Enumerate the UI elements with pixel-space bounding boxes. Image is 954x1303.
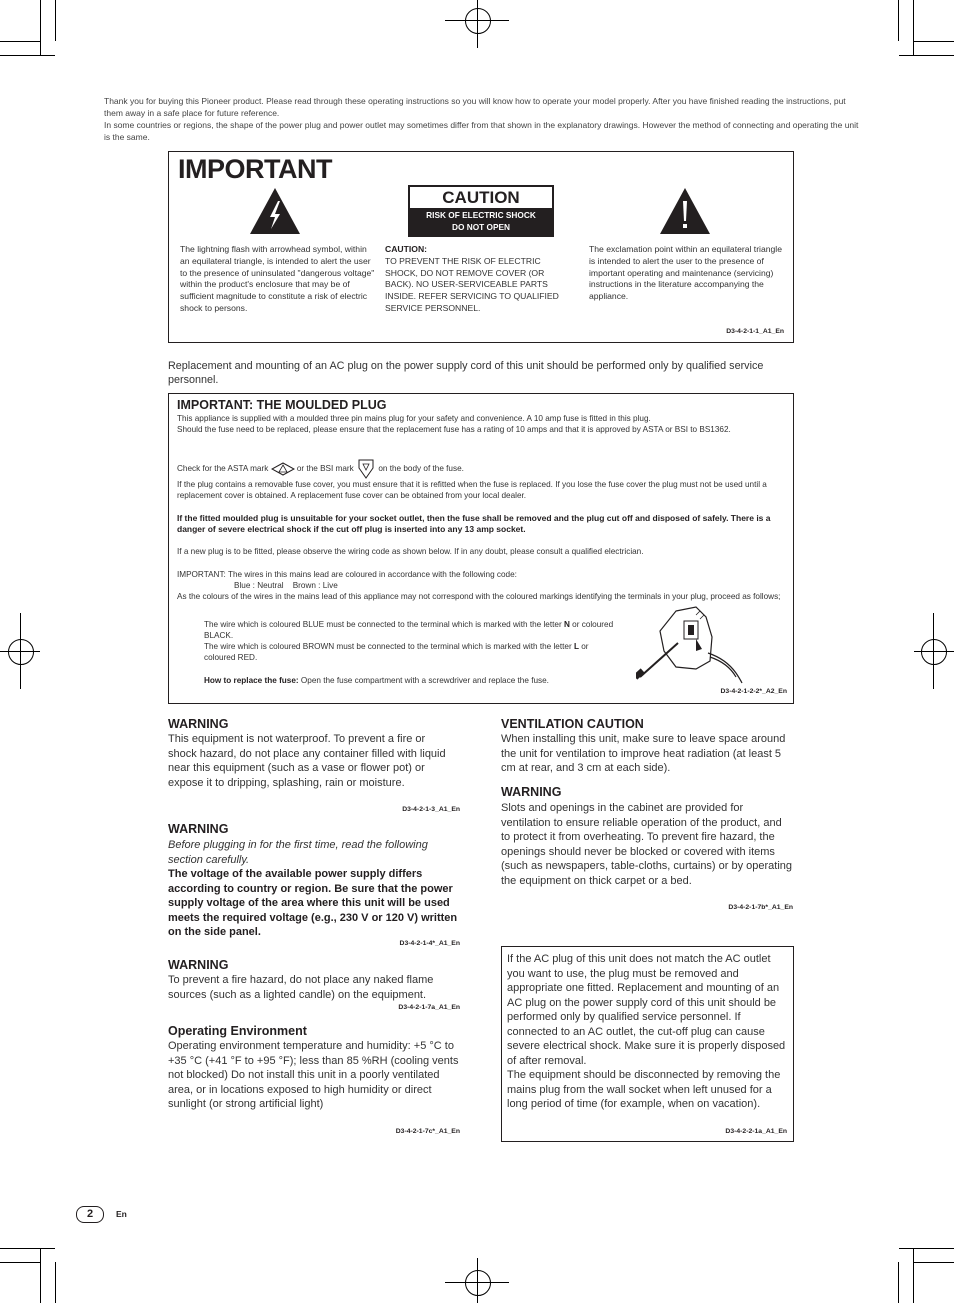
- replacement-notice: Replacement and mounting of an AC plug on the power supply cord of this unit should be performed only by qualified service personnel.: [168, 360, 764, 386]
- brown-wire-text-end: or coloured RED.: [204, 642, 589, 662]
- exclamation-description: The exclamation point within an equilateral triangle is intended to alert the user to the presence of important operating and maintenance (servicing) instructions in the literature accompanying the appliance.: [589, 244, 782, 302]
- environment-title: Operating Environment: [168, 1024, 307, 1038]
- intro-paragraph-1: Thank you for buying this Pioneer product. Please read through these operating instructions so you will know how to operate your model properly. After you have finished reading the instructions, put them away in a safe place for future reference.: [104, 96, 846, 118]
- fuse-replace-label: How to replace the fuse:: [204, 676, 299, 685]
- asta-mark-icon: [271, 462, 295, 476]
- important-title: IMPORTANT: [178, 154, 332, 184]
- environment-code: D3-4-2-1-7c*_A1_En: [395, 1128, 460, 1135]
- plug-warning-bold: If the fitted moulded plug is unsuitable for your socket outlet, then the fuse shall be removed and the plug cut off and disposed of safely. There is a danger of severe electrical shock if the cut off plug is inserted into any 13 amp socket.: [177, 513, 771, 534]
- asta-check-line: [177, 458, 787, 472]
- caution-heading: CAUTION: [410, 187, 552, 208]
- plug-screwdriver-illustration: [636, 603, 744, 685]
- lightning-description: The lightning flash with arrowhead symbol, within an equilateral triangle, is intended to alert the user to the presence of uninsulated "dangerous voltage" within the product's enclosure that may be of sufficient magnitude to constitute a risk of electric shock to persons.: [180, 244, 375, 313]
- warning-1-title: WARNING: [168, 717, 229, 731]
- plug-paragraph-3: If the plug contains a removable fuse cover, you must ensure that it is refitted when the fuse is replaced. If you lose the fuse cover the plug must not be used until a replacement cover is obtained. A replacement fuse cover can be obtained from your local dealer.: [177, 480, 767, 500]
- blue-wire-text: The wire which is coloured BLUE must be connected to the terminal which is marked with the letter: [204, 620, 564, 629]
- warning-2-bold: The voltage of the available power supply differs according to country or region. Be sure that the power supply voltage of the area where this unit will be used meets the required voltage (e.g., 230 V or 120 V) written on the side panel.: [168, 868, 458, 938]
- warning-3-title: WARNING: [168, 958, 229, 972]
- bsi-kitemark-icon: [356, 458, 376, 480]
- exclamation-triangle-icon: [659, 187, 711, 235]
- caution-description-text: TO PREVENT THE RISK OF ELECTRIC SHOCK, DO NOT REMOVE COVER (OR BACK). NO USER-SERVICEABLE PARTS INSIDE. REFER SERVICING TO QUALIFIED SERVICE PERSONNEL.: [385, 255, 559, 313]
- plug-paragraph-1b: Should the fuse need to be replaced, please ensure that the replacement fuse has a rating of 10 amps and that it is approved by ASTA or BSI to BS1362.: [177, 425, 731, 434]
- fuse-replace-line: [204, 675, 634, 686]
- asta-text-b: or the BSI mark: [296, 464, 354, 474]
- caution-description-heading: CAUTION:: [385, 244, 428, 254]
- live-letter: L: [573, 642, 579, 651]
- wire-colour-code: Blue : Neutral Brown : Live: [234, 581, 338, 590]
- warning-1-code: D3-4-2-1-3_A1_En: [402, 806, 460, 813]
- warning-2-title: WARNING: [168, 822, 229, 836]
- caution-label: [408, 185, 554, 237]
- plug-paragraph-7: As the colours of the wires in the mains lead of this appliance may not correspond with the coloured markings identifying the terminals in your plug, proceed as follows;: [177, 592, 781, 601]
- page-number: 2: [76, 1206, 104, 1223]
- ac-plug-notice: [507, 952, 789, 1112]
- moulded-plug-title: IMPORTANT: THE MOULDED PLUG: [177, 398, 387, 412]
- warning-3-text: To prevent a fire hazard, do not place any naked flame sources (such as a lighted candle) on the equipment.: [168, 974, 434, 1001]
- ac-plug-text-1: If the AC plug of this unit does not match the AC outlet you want to use, the plug must be removed and appropriate one fitted. Replacement and mounting of an AC plug on the power supply cord of this unit should be performed only by qualified service personnel. If connected to an AC outlet, the cut-off plug can cause severe electrical shock. Make sure it is properly disposed of after removal.: [507, 953, 786, 1067]
- warning-3-code: D3-4-2-1-7a_A1_En: [398, 1004, 460, 1011]
- blue-wire-instruction: [204, 619, 622, 641]
- ventilation-title: VENTILATION CAUTION: [501, 717, 644, 731]
- language-label: En: [116, 1209, 127, 1219]
- brown-wire-instruction: [204, 641, 622, 663]
- plug-wiring-code: [177, 569, 787, 602]
- plug-paragraph-1a: This appliance is supplied with a moulded three pin mains plug for your safety and convenience. A 10 amp fuse is fitted in this plug.: [177, 414, 651, 423]
- wire-instructions: [204, 619, 622, 663]
- caution-description: [385, 244, 575, 315]
- blue-wire-text-end: or coloured BLACK.: [204, 620, 614, 640]
- caution-subtext: [409, 210, 553, 233]
- ac-plug-text-2: The equipment should be disconnected by removing the mains plug from the wall socket when left unused for a long period of time (for example, when on vacation).: [507, 1069, 781, 1110]
- plug-code: D3-4-2-1-2-2*_A2_En: [720, 688, 787, 695]
- plug-paragraph-1: [177, 413, 787, 435]
- neutral-letter: N: [563, 620, 570, 629]
- brown-wire-text: The wire which is coloured BROWN must be connected to the terminal which is marked with the letter: [204, 642, 574, 651]
- warning-4-text: Slots and openings in the cabinet are provided for ventilation to ensure reliable operation of the product, and to protect it from overheating. To prevent fire hazard, the openings should never be blocked or covered with items (such as newspapers, table-cloths, curtains) or by operating the equipment on thick carpet or a bed.: [501, 802, 793, 887]
- warning-1-text: This equipment is not waterproof. To prevent a fire or shock hazard, do not place any container filled with liquid near this equipment (such as a vase or flower pot) or expose it to dripping, splashing, rain or moisture.: [168, 733, 446, 789]
- warning-4-code: D3-4-2-1-7b*_A1_En: [728, 904, 793, 911]
- plug-paragraph-5: If a new plug is to be fitted, please observe the wiring code as shown below. If in any doubt, please consult a qualified electrician.: [177, 547, 644, 556]
- caution-sub-line-2: DO NOT OPEN: [451, 221, 511, 232]
- warning-2-code: D3-4-2-1-4*_A1_En: [399, 940, 460, 947]
- intro-paragraph-2: In some countries or regions, the shape of the power plug and power outlet may sometimes differ from that shown in the explanatory drawings. However the method of connecting and operating the unit is the same.: [104, 120, 859, 142]
- asta-text-a: Check for the ASTA mark: [177, 464, 269, 474]
- asta-text-c: on the body of the fuse.: [378, 464, 464, 474]
- caution-sub-line-1: RISK OF ELECTRIC SHOCK: [426, 210, 536, 220]
- important-code: D3-4-2-1-1_A1_En: [726, 328, 784, 335]
- intro-text: [104, 95, 860, 143]
- warning-2-italic: Before plugging in for the first time, read the following section carefully.: [168, 839, 428, 866]
- warning-4-title: WARNING: [501, 785, 562, 799]
- environment-text: Operating environment temperature and humidity: +5 °C to +35 °C (+41 °F to +95 °F); less than 85 %RH (cooling vents not blocked) Do not install this unit in a poorly ventilated area, or in locations exposed to high humidity or direct sunlight (or strong artificial light): [168, 1040, 459, 1110]
- plug-paragraph-6: IMPORTANT: The wires in this mains lead are coloured in accordance with the following code:: [177, 570, 517, 579]
- fuse-replace-text: Open the fuse compartment with a screwdriver and replace the fuse.: [298, 676, 549, 685]
- ventilation-text: When installing this unit, make sure to leave space around the unit for ventilation to improve heat radiation (at least 5 cm at rear, and 3 cm at each side).: [501, 733, 786, 774]
- ac-plug-code: D3-4-2-2-1a_A1_En: [725, 1128, 787, 1135]
- lightning-triangle-icon: [249, 187, 301, 235]
